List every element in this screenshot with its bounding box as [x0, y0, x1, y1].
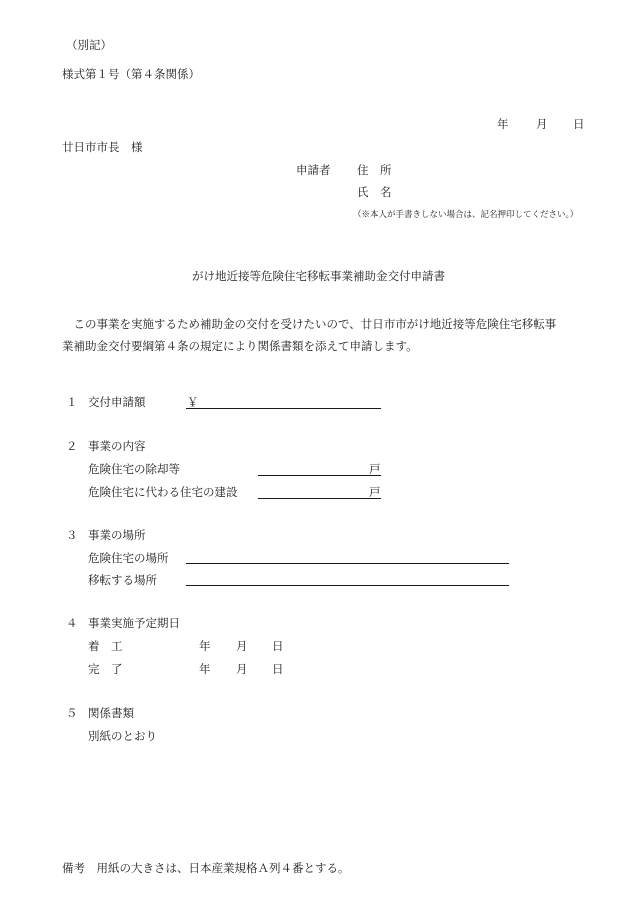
start-month-label: 月	[236, 639, 248, 653]
hazard-location-line[interactable]	[186, 563, 509, 564]
item-2-row-1-unit: 戸	[369, 462, 381, 476]
amount-field-line[interactable]	[186, 408, 381, 409]
item-2-row-2-unit: 戸	[369, 485, 381, 499]
addressee: 廿日市市長 様	[62, 140, 143, 154]
item-3-row-2-label: 移転する場所	[88, 573, 157, 587]
start-year-label: 年	[199, 639, 211, 653]
item-4-number: ４	[66, 616, 78, 630]
item-5-number: ５	[66, 706, 78, 720]
item-1-label: 交付申請額	[88, 395, 146, 409]
body-line-1: この事業を実施するため補助金の交付を受けたいので、廿日市市がけ地近接等危険住宅移転事	[73, 317, 557, 331]
remarks: 備考 用紙の大きさは、日本産業規格Ａ列４番とする。	[62, 861, 350, 875]
relocation-site-line[interactable]	[186, 585, 509, 586]
end-month-label: 月	[236, 662, 248, 676]
body-paragraph	[62, 313, 592, 357]
date-month-label: 月	[536, 117, 548, 131]
applicant-name-label: 氏 名	[357, 185, 392, 199]
item-4-label: 事業実施予定期日	[88, 616, 180, 630]
item-5-label: 関係書類	[88, 706, 134, 720]
form-number: 様式第１号（第４条関係）	[62, 67, 200, 81]
item-3-row-1-label: 危険住宅の場所	[88, 551, 169, 565]
applicant-note: （※本人が手書きしない場合は、記名押印してください。）	[353, 210, 579, 220]
yen-symbol: ￥	[187, 395, 199, 409]
start-label: 着 工	[88, 639, 123, 653]
demolition-count-line[interactable]	[258, 475, 381, 476]
end-label: 完 了	[88, 662, 123, 676]
construction-count-line[interactable]	[258, 498, 381, 499]
item-3-label: 事業の場所	[88, 528, 146, 542]
applicant-label: 申請者	[296, 163, 331, 177]
start-day-label: 日	[272, 639, 284, 653]
date-day-label: 日	[573, 117, 585, 131]
end-year-label: 年	[199, 662, 211, 676]
item-2-label: 事業の内容	[88, 439, 146, 453]
annex-label: （別記）	[66, 38, 112, 52]
applicant-address-label: 住 所	[357, 163, 392, 177]
item-5-value: 別紙のとおり	[88, 729, 157, 743]
item-2-number: ２	[66, 439, 78, 453]
end-day-label: 日	[272, 662, 284, 676]
item-1-number: １	[66, 395, 78, 409]
document-title: がけ地近接等危険住宅移転事業補助金交付申請書	[192, 269, 445, 283]
item-2-row-1-label: 危険住宅の除却等	[88, 462, 180, 476]
item-2-row-2-label: 危険住宅に代わる住宅の建設	[88, 485, 238, 499]
body-line-2: 業補助金交付要綱第４条の規定により関係書類を添えて申請します。	[62, 339, 418, 353]
date-year-label: 年	[497, 117, 509, 131]
item-3-number: ３	[66, 528, 78, 542]
